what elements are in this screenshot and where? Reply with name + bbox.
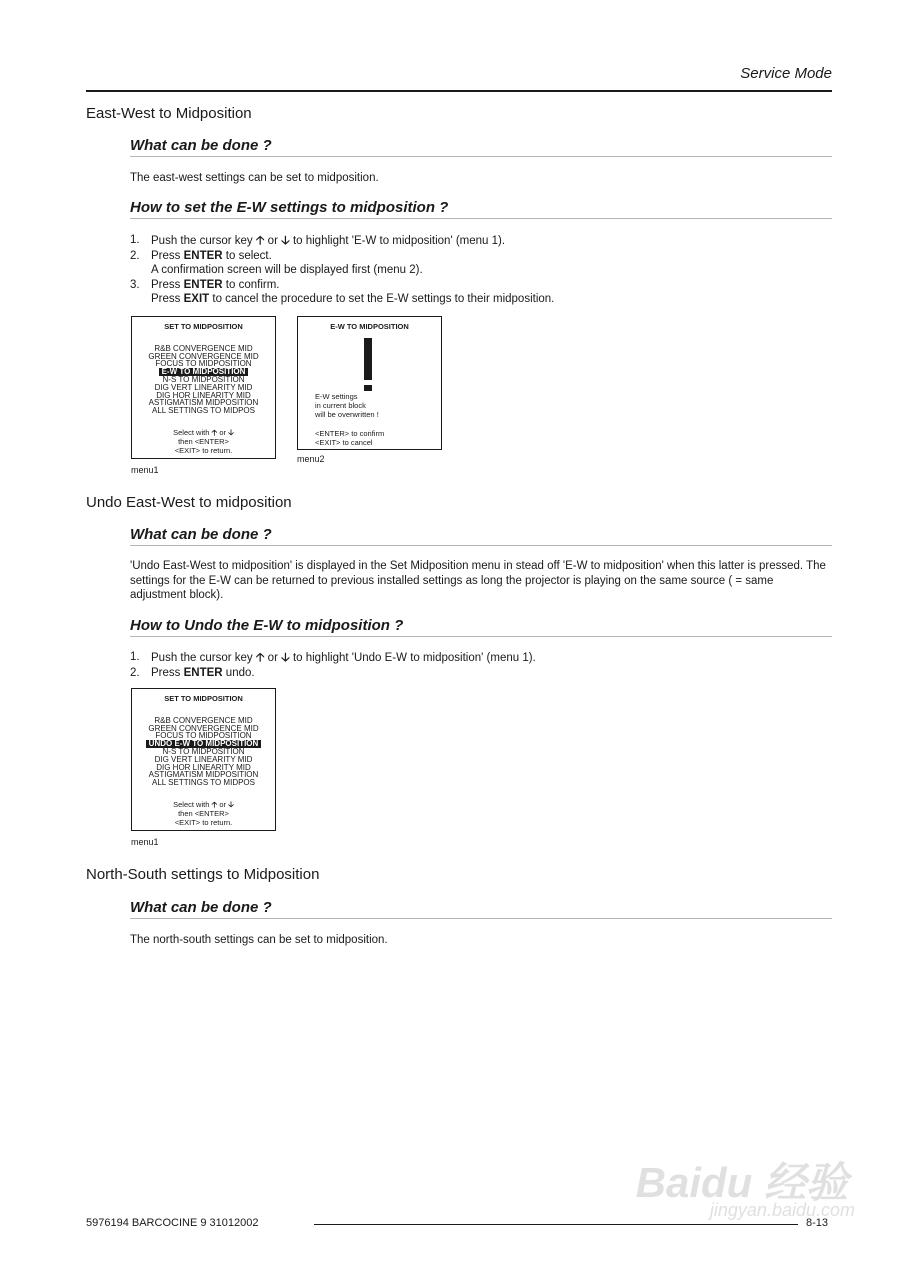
menu-set-to-midposition: SET TO MIDPOSITION R&B CONVERGENCE MID GREEN CONVERGENCE MID FOCUS TO MIDPOSITION E-W TO MIDPOSITION N-S TO MIDPOSITION DIG VERT LINEARITY MID DIG HOR LINEARITY MID ASTIGMATISM MIDPOSITION ALL SETTINGS TO MIDPOS Select with 🡡 or 🡣 then <ENTER> <EXIT> to return. xyxy=(131,316,276,459)
menu-item[interactable]: ASTIGMATISM MIDPOSITION xyxy=(148,770,259,780)
paragraph: The east-west settings can be set to midposition. xyxy=(130,172,379,184)
arrow-down-icon: 🡣 xyxy=(281,233,290,247)
menu-item[interactable]: GREEN CONVERGENCE MID xyxy=(148,723,259,733)
section-title-north-south: North-South settings to Midposition xyxy=(86,866,320,883)
arrow-up-icon: 🡡 xyxy=(255,233,265,247)
list-item: 2. Press ENTER to select. xyxy=(130,249,272,262)
subheading-what-can-be-done: What can be done ? xyxy=(130,137,832,157)
menu-item-list xyxy=(132,717,275,787)
page-number: 8-13 xyxy=(806,1217,829,1229)
list-item: Press EXIT to cancel the procedure to set the E-W settings to their midposition. xyxy=(151,293,555,305)
exclamation-dot xyxy=(364,385,372,391)
steps-list xyxy=(130,650,832,680)
menu-item-list xyxy=(132,345,275,415)
exclamation-icon xyxy=(364,338,372,380)
cancel-hint: <EXIT> to cancel xyxy=(315,437,373,447)
menu-item-selected[interactable]: UNDO E-W TO MIDPOSITION xyxy=(146,740,262,748)
menu-item[interactable]: R&B CONVERGENCE MID xyxy=(154,344,253,353)
warning-text: E-W settings in current block will be overwritten ! <ENTER> to confirm <EXIT> to cancel xyxy=(315,392,385,447)
watermark-url: jingyan.baidu.com xyxy=(709,1200,855,1220)
menu-item[interactable]: R&B CONVERGENCE MID xyxy=(154,716,253,725)
menu-item-selected[interactable]: E-W TO MIDPOSITION xyxy=(159,368,249,376)
footer-doc-id: 5976194 BARCOCINE 9 31012002 xyxy=(86,1217,259,1229)
menu-item[interactable]: DIG VERT LINEARITY MID xyxy=(154,754,253,764)
running-header: Service Mode xyxy=(740,65,832,82)
menu-item[interactable]: N-S TO MIDPOSITION xyxy=(162,747,245,757)
arrow-up-icon: 🡡 xyxy=(211,427,218,437)
list-item: 2. Press ENTER undo. xyxy=(130,666,255,679)
menu-caption: menu1 xyxy=(131,465,159,475)
arrow-up-icon: 🡡 xyxy=(211,799,218,809)
arrow-down-icon: 🡣 xyxy=(281,650,290,664)
menu-item[interactable]: DIG HOR LINEARITY MID xyxy=(156,762,251,772)
list-item: 1. Push the cursor key 🡡 or 🡣 to highlight 'Undo E-W to midposition' (menu 1). xyxy=(130,650,536,664)
confirm-hint: <ENTER> to confirm xyxy=(315,428,385,438)
arrow-up-icon: 🡡 xyxy=(255,650,265,664)
steps-list xyxy=(130,233,832,307)
menu-item[interactable]: FOCUS TO MIDPOSITION xyxy=(155,731,252,741)
arrow-down-icon: 🡣 xyxy=(228,799,234,809)
subheading-what-can-be-done: What can be done ? xyxy=(130,526,832,546)
list-item: 3. Press ENTER to confirm. xyxy=(130,278,280,291)
paragraph: 'Undo East-West to midposition' is displayed in the Set Midposition menu in stead off 'E-W to midposition' when this latter is pressed. The settings for the E-W can be returned to previous installed settings as long the projector is playing on the same source ( = same adjustment block). xyxy=(130,560,826,601)
menu-item[interactable]: ALL SETTINGS TO MIDPOS xyxy=(152,405,255,415)
menu-caption: menu1 xyxy=(131,837,159,847)
menu-item[interactable]: ASTIGMATISM MIDPOSITION xyxy=(148,398,259,408)
section-title-undo: Undo East-West to midposition xyxy=(86,494,292,511)
menu-footer: Select with 🡡 or 🡣 then <ENTER> <EXIT> to return. xyxy=(173,427,234,456)
paragraph: The north-south settings can be set to midposition. xyxy=(130,934,388,946)
menu-item[interactable]: FOCUS TO MIDPOSITION xyxy=(155,359,252,369)
menu-set-to-midposition-undo: SET TO MIDPOSITION R&B CONVERGENCE MID GREEN CONVERGENCE MID FOCUS TO MIDPOSITION UNDO E-W TO MIDPOSITION N-S TO MIDPOSITION DIG VERT LINEARITY MID DIG HOR LINEARITY MID ASTIGMATISM MIDPOSITION ALL SETTINGS TO MIDPOS Select with 🡡 or 🡣 then <ENTER> <EXIT> to return. xyxy=(131,688,276,831)
watermark-logo: Baidu 经验 xyxy=(635,1159,848,1206)
subheading-how-to: How to Undo the E-W to midposition ? xyxy=(130,617,832,637)
menu-item[interactable]: DIG HOR LINEARITY MID xyxy=(156,390,251,400)
menu-item[interactable]: N-S TO MIDPOSITION xyxy=(162,375,245,385)
menu-item[interactable]: DIG VERT LINEARITY MID xyxy=(154,382,253,392)
subheading-how-to: How to set the E-W settings to midposition ? xyxy=(130,199,832,219)
list-item: A confirmation screen will be displayed first (menu 2). xyxy=(151,264,423,276)
menu-item[interactable]: ALL SETTINGS TO MIDPOS xyxy=(152,777,255,787)
arrow-down-icon: 🡣 xyxy=(228,427,234,437)
menu-caption: menu2 xyxy=(297,454,325,464)
subheading-what-can-be-done: What can be done ? xyxy=(130,899,832,919)
list-item: 1. Push the cursor key 🡡 or 🡣 to highlight 'E-W to midposition' (menu 1). xyxy=(130,233,506,247)
menu-item[interactable]: GREEN CONVERGENCE MID xyxy=(148,351,259,361)
header-rule xyxy=(86,90,832,92)
section-title-east-west: East-West to Midposition xyxy=(86,105,252,122)
menu-confirmation: E-W TO MIDPOSITION E-W settings in current block will be overwritten ! <ENTER> to confirm <EXIT> to cancel xyxy=(297,316,442,450)
footer-rule xyxy=(314,1224,798,1225)
menu-footer: Select with 🡡 or 🡣 then <ENTER> <EXIT> to return. xyxy=(173,799,234,828)
